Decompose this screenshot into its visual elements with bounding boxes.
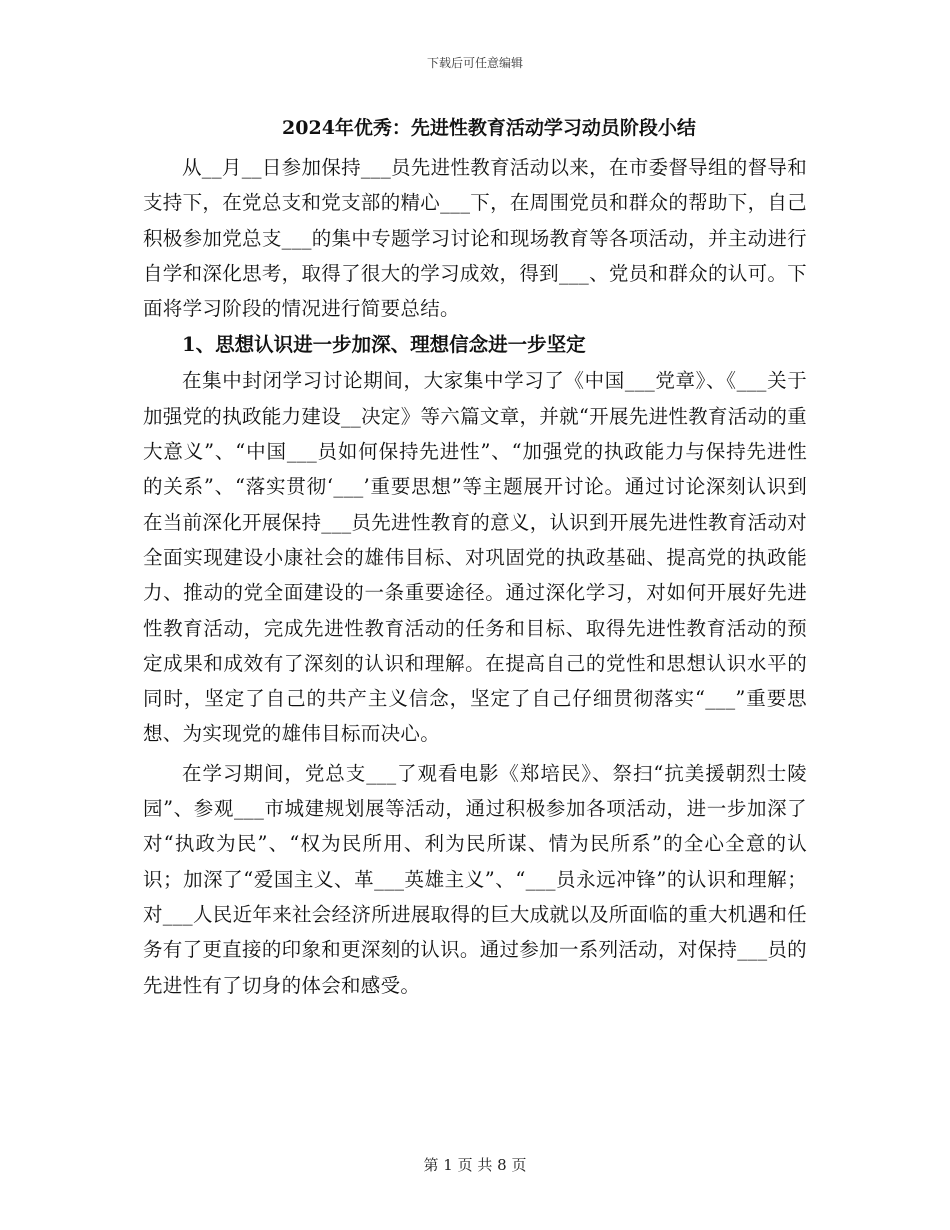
page-number: 第 1 页 共 8 页 [423, 1156, 527, 1174]
document-body [143, 112, 807, 1003]
body-paragraph: 在学习期间，党总支___了观看电影《郑培民》、祭扫“抗美援朝烈士陵园”、参观___市城建规划展等活动，通过积极参加各项活动，进一步加深了对“执政为民”、“权为民所用、利为民所谋、情为民所系”的全心全意的认识；加深了“爱国主义、革___英雄主义”、“___员永远冲锋”的认识和理解；对___人民近年来社会经济所进展取得的巨大成就以及所面临的重大机遇和任务有了更直接的印象和更深刻的认识。通过参加一系列活动，对保持___员的先进性有了切身的体会和感受。 [143, 761, 807, 997]
section-heading: 1、思想认识进一步加深、理想信念进一步坚定 [182, 333, 586, 357]
body-paragraph: 在集中封闭学习讨论期间，大家集中学习了《中国___党章》、《___关于加强党的执政能力建设__决定》等六篇文章，并就“开展先进性教育活动的重大意义”、“中国___员如何保持先进性”、“加强党的执政能力与保持先进性的关系”、“落实贯彻‘___’重要思想”等主题展开讨论。通过讨论深刻认识到在当前深化开展保持___员先进性教育的意义，认识到开展先进性教育活动对全面实现建设小康社会的雄伟目标、对巩固党的执政基础、提高党的执政能力、推动的党全面建设的一条重要途径。通过深化学习，对如何开展好先进性教育活动，完成先进性教育活动的任务和目标、取得先进性教育活动的预定成果和成效有了深刻的认识和理解。在提高自己的党性和思想认识水平的同时，坚定了自己的共产主义信念，坚定了自己仔细贯彻落实“___”重要思想、为实现党的雄伟目标而决心。 [143, 369, 807, 746]
intro-paragraph: 从__月__日参加保持___员先进性教育活动以来，在市委督导组的督导和支持下，在党总支和党支部的精心___下，在周围党员和群众的帮助下，自己积极参加党总支___的集中专题学习讨论和现场教育等各项活动，并主动进行自学和深化思考，取得了很大的学习成效，得到___、党员和群众的认可。下面将学习阶段的情况进行简要总结。 [143, 156, 807, 321]
header-note: 下载后可任意编辑 [426, 56, 523, 70]
document-title: 2024年优秀：先进性教育活动学习动员阶段小结 [282, 117, 696, 139]
